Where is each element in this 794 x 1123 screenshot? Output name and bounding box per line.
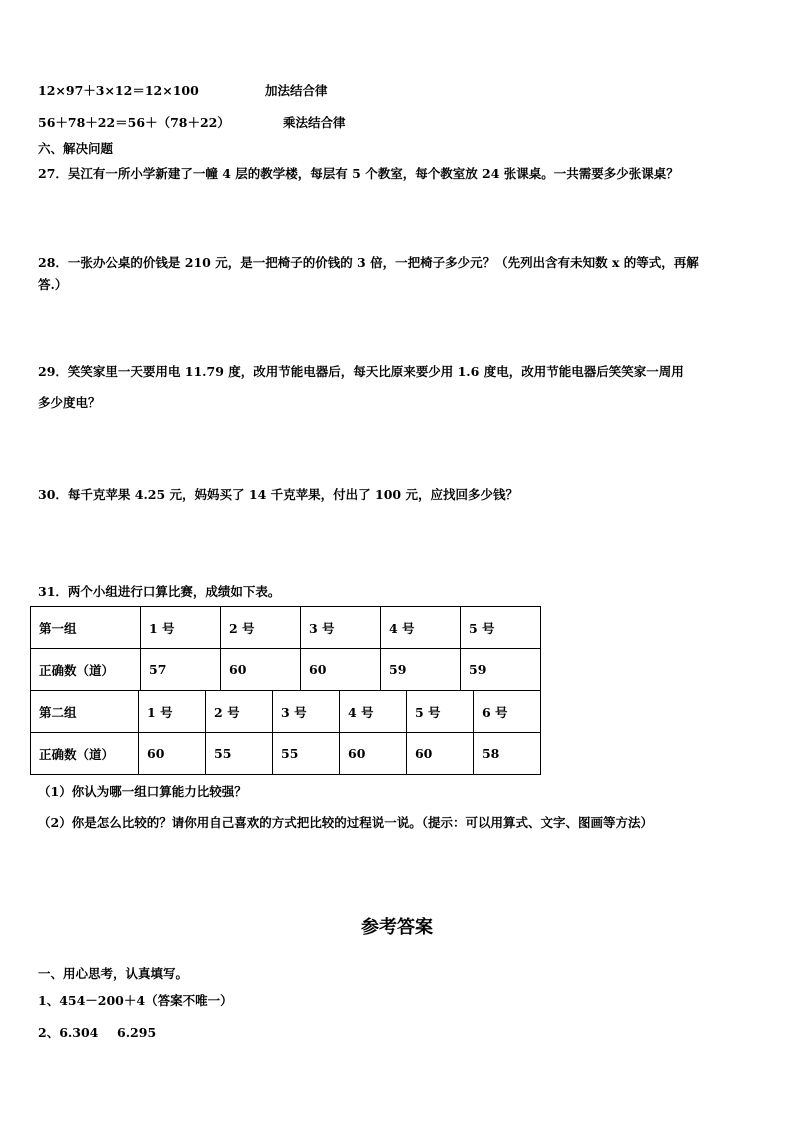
table-cell: 60 [139,733,206,775]
table-cell: 4 号 [381,607,461,649]
score-table-group-1 [30,606,541,691]
table-cell: 3 号 [301,607,381,649]
table-cell: 正确数（道） [31,649,141,691]
match-expr-1: 12×97＋3×12＝12×100 [38,83,199,98]
answer-1: 1、454－200＋4（答案不唯一） [38,993,233,1008]
table-cell: 57 [141,649,221,691]
table-cell: 5 号 [461,607,541,649]
table-cell: 60 [340,733,407,775]
table-cell: 59 [461,649,541,691]
table-cell: 2 号 [221,607,301,649]
table-cell: 55 [206,733,273,775]
table-cell: 3 号 [273,691,340,733]
table-cell: 1 号 [139,691,206,733]
answer-2-value: 6.295 [117,1025,157,1040]
table-cell: 2 号 [206,691,273,733]
question-31: 31．两个小组进行口算比赛，成绩如下表。 [38,584,281,599]
match-expr-2: 56＋78＋22＝56＋（78＋22） [38,115,230,130]
table-cell: 60 [221,649,301,691]
question-31-sub-2: （2）你是怎么比较的？请你用自己喜欢的方式把比较的过程说一说。（提示：可以用算式、文字、图画等方法） [38,815,653,830]
table-row [31,607,541,649]
table-cell: 55 [273,733,340,775]
table-cell: 1 号 [141,607,221,649]
question-27: 27．吴江有一所小学新建了一幢 4 层的教学楼，每层有 5 个教室，每个教室放 24 张课桌。一共需要多少张课桌？ [38,166,679,181]
table-cell: 第二组 [31,691,139,733]
answer-2-label: 2、6.304 [38,1025,99,1040]
table-cell: 59 [381,649,461,691]
question-29-line-1: 29．笑笑家里一天要用电 11.79 度，改用节能电器后，每天比原来要少用 1.6 度电，改用节能电器后笑笑家一周用 [38,364,684,379]
table-cell: 正确数（道） [31,733,139,775]
table-cell: 5 号 [406,691,473,733]
answers-title: 参考答案 [361,917,433,938]
table-cell: 6 号 [473,691,540,733]
answers-section-1: 一、用心思考，认真填写。 [38,966,189,981]
table-row [31,649,541,691]
question-28-line-1: 28．一张办公桌的价钱是 210 元，是一把椅子的价钱的 3 倍，一把椅子多少元？（先列出含有未知数 x 的等式，再解 [38,255,699,270]
score-table-group-2 [30,690,541,775]
table-cell: 4 号 [340,691,407,733]
question-30: 30．每千克苹果 4.25 元，妈妈买了 14 千克苹果，付出了 100 元，应找回多少钱？ [38,487,518,502]
table-cell: 60 [406,733,473,775]
table-cell: 第一组 [31,607,141,649]
match-law-2: 乘法结合律 [283,115,346,130]
match-law-1: 加法结合律 [265,83,328,98]
table-row [31,691,541,733]
table-row [31,733,541,775]
question-31-sub-1: （1）你认为哪一组口算能力比较强？ [38,784,247,799]
table-cell: 60 [301,649,381,691]
section-6-title: 六、解决问题 [38,141,114,156]
question-28-line-2: 答.） [38,277,68,292]
table-cell: 58 [473,733,540,775]
question-29-line-2: 多少度电？ [38,395,101,410]
